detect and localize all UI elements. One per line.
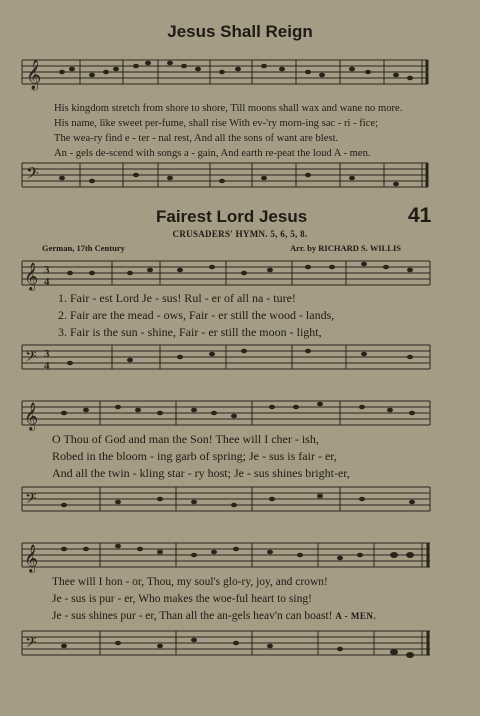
svg-text:𝄞: 𝄞 (24, 546, 39, 572)
svg-text:3: 3 (44, 264, 50, 276)
svg-text:𝄢: 𝄢 (26, 163, 39, 187)
lyric-line: 2. Fair are the mead - ows, Fair - er still the wood - lands, (58, 308, 335, 322)
system1-lyrics (58, 290, 334, 341)
lyric-line: Thee will I hon - or, Thou, my soul's glo-ry, joy, and crown! (52, 576, 328, 588)
lyric-line: An - gels de-scend with songs a - gain, And earth re-peat the loud A - men. (54, 148, 371, 159)
svg-text:3: 3 (44, 348, 50, 360)
lyric-line: His kingdom stretch from shore to shore, Till moons shall wax and wane no more. (54, 103, 403, 114)
svg-text:𝄞: 𝄞 (26, 60, 42, 90)
lyric-line: His name, like sweet per-fume, shall rise With ev-'ry morn-ing sac - ri - fice; (54, 118, 379, 129)
svg-text:𝄢: 𝄢 (25, 348, 37, 368)
lyric-line: And all the twin - kling star - ry host; Je - sus shines bright-er, (52, 466, 350, 480)
lyric-line: Je - sus shines pur - er, Than all the an-gels heav'n can boast! (52, 610, 333, 622)
hymn-title-fairest-lord-jesus: Fairest Lord Jesus (156, 207, 308, 226)
tune-name: CRUSADERS' HYMN. 5, 6, 5, 8. (172, 229, 308, 239)
composer-credit: German, 17th Century (42, 243, 125, 253)
lyric-line: Robed in the bloom - ing garb of spring; Je - sus is fair - er, (52, 449, 337, 463)
treble-staff-system3 (0, 538, 480, 578)
bass-staff-system2 (0, 482, 480, 522)
hymn-title-jesus-shall-reign: Jesus Shall Reign (167, 22, 313, 41)
arranger-credit: Arr. by RICHARD S. WILLIS (290, 243, 401, 253)
bass-staff-hymn1 (0, 158, 480, 198)
treble-staff-hymn1 (0, 55, 480, 95)
svg-text:𝄢: 𝄢 (25, 490, 37, 510)
lyric-line: 1. Fair - est Lord Je - sus! Rul - er of all na - ture! (58, 291, 296, 305)
system3-lyrics (52, 574, 376, 625)
bass-staff-system1 (0, 340, 480, 380)
system2-lyrics (52, 431, 350, 482)
svg-text:𝄞: 𝄞 (24, 404, 39, 430)
lyric-line: 3. Fair is the sun - shine, Fair - er still the moon - light, (58, 325, 322, 339)
svg-text:4: 4 (44, 276, 50, 288)
lyric-line: The wea-ry find e - ter - nal rest, And all the sons of want are blest. (54, 133, 339, 144)
svg-text:4: 4 (44, 360, 50, 372)
hymn-number: 41 (408, 204, 432, 227)
amen-label: A - MEN. (335, 611, 377, 621)
lyric-line: Je - sus is pur - er, Who makes the woe-ful heart to sing! (52, 593, 312, 605)
bass-staff-system3 (0, 626, 480, 666)
svg-text:𝄞: 𝄞 (24, 264, 39, 290)
treble-staff-system2 (0, 396, 480, 436)
svg-text:𝄢: 𝄢 (25, 634, 37, 654)
lyric-line: O Thou of God and man the Son! Thee will I cher - ish, (52, 432, 319, 446)
hymn1-lyrics (54, 101, 402, 161)
